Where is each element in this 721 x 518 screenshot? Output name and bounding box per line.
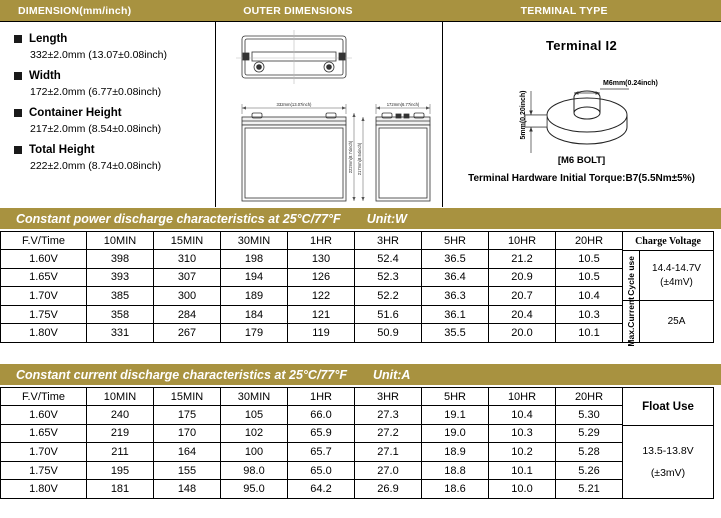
dimension-width-label: Width [29,70,61,82]
data-cell: 65.7 [288,443,355,462]
data-cell: 10.5 [556,250,623,269]
dimension-container-height-value: 217±2.0mm (8.54±0.08inch) [30,123,162,135]
column-header: 1HR [288,388,355,406]
data-cell: 18.9 [422,443,489,462]
bullet-square-icon [14,109,22,117]
bullet-square-icon [14,35,22,43]
callout-width: 172mm(6.77inch) [386,102,420,107]
row-voltage-label: 1.60V [1,250,87,269]
data-cell: 51.6 [355,305,422,324]
data-cell: 19.0 [422,424,489,443]
table-row [1,461,623,480]
data-cell: 5.26 [556,461,623,480]
power-section-title: Constant power discharge characteristics at 25°C/77°F [16,211,341,226]
data-cell: 5.28 [556,443,623,462]
column-header: F.V/Time [1,388,87,406]
column-header: 30MIN [221,232,288,250]
data-cell: 100 [221,443,288,462]
data-cell: 126 [288,268,355,287]
data-cell: 36.5 [422,250,489,269]
data-cell: 19.1 [422,406,489,425]
data-cell: 18.6 [422,480,489,499]
data-cell: 284 [154,305,221,324]
top-header-bar [0,0,721,21]
dimension-container-height-label: Container Height [29,107,122,119]
battery-drawings [216,22,443,208]
dimension-item-total-height [14,142,215,173]
table-row [1,305,623,324]
float-use-value-wrap [623,426,713,498]
max-current-label-wrap [623,296,640,347]
dimension-width-heading [14,68,215,84]
bullet-square-icon [14,72,22,80]
data-cell: 27.1 [355,443,422,462]
data-cell: 27.3 [355,406,422,425]
header-dimension-label: DIMENSION(mm/inch) [18,4,132,17]
dimension-length-value: 332±2.0mm (13.07±0.08inch) [30,49,168,61]
dimension-item-width [14,68,215,99]
data-cell: 358 [87,305,154,324]
data-cell: 10.3 [489,424,556,443]
data-cell: 36.4 [422,268,489,287]
terminal-bolt-type: [M6 BOLT] [557,155,606,166]
row-voltage-label: 1.80V [1,324,87,343]
data-cell: 398 [87,250,154,269]
data-cell: 27.0 [355,461,422,480]
table-row [1,268,623,287]
column-header: 10MIN [87,232,154,250]
data-cell: 175 [154,406,221,425]
data-cell: 121 [288,305,355,324]
column-header: 20HR [556,388,623,406]
row-voltage-label: 1.70V [1,287,87,306]
current-section-unit: Unit:A [372,367,411,382]
data-cell: 219 [87,424,154,443]
dimension-total-height-value: 222±2.0mm (8.74±0.08inch) [30,160,162,172]
data-cell: 20.9 [489,268,556,287]
battery-top-view [236,30,352,84]
data-cell: 50.9 [355,324,422,343]
data-cell: 5.29 [556,424,623,443]
row-voltage-label: 1.65V [1,424,87,443]
data-cell: 164 [154,443,221,462]
float-use-box [623,387,714,499]
data-cell: 331 [87,324,154,343]
table-header-row [1,388,623,406]
data-cell: 52.2 [355,287,422,306]
current-discharge-table [0,387,623,499]
data-cell: 195 [87,461,154,480]
dimension-total-height-label: Total Height [29,144,95,156]
dimension-length-label: Length [29,33,68,45]
callout-container-height: 217mm(8.54inch) [357,142,362,176]
row-voltage-label: 1.60V [1,406,87,425]
float-use-title: Float Use [623,388,713,426]
table-row [1,250,623,269]
column-header: 15MIN [154,388,221,406]
top-content-row [0,21,721,207]
table-row [1,443,623,462]
data-cell: 393 [87,268,154,287]
data-cell: 5.30 [556,406,623,425]
data-cell: 198 [221,250,288,269]
data-cell: 10.0 [489,480,556,499]
terminal-title: Terminal I2 [546,38,617,53]
data-cell: 122 [288,287,355,306]
data-cell: 64.2 [288,480,355,499]
data-cell: 52.4 [355,250,422,269]
data-cell: 155 [154,461,221,480]
outer-dimensions-panel [216,22,443,207]
data-cell: 35.5 [422,324,489,343]
terminal-bolt-label: M6mm(0.24inch) [603,80,658,87]
data-cell: 267 [154,324,221,343]
row-voltage-label: 1.80V [1,480,87,499]
column-header: 10MIN [87,388,154,406]
terminal-height-label: 5mm(0.20inch) [520,90,527,140]
table-row [1,480,623,499]
current-section-header [0,364,721,385]
charge-voltage-title: Charge Voltage [623,232,713,251]
data-cell: 184 [221,305,288,324]
cycle-use-label: Cycle use [626,255,636,296]
header-terminal-type-label: TERMINAL TYPE [520,4,608,17]
data-cell: 98.0 [221,461,288,480]
data-cell: 211 [87,443,154,462]
data-cell: 119 [288,324,355,343]
cycle-use-value: 14.4-14.7V [652,262,701,274]
power-table-zone [0,231,721,347]
column-header: 5HR [422,388,489,406]
data-cell: 170 [154,424,221,443]
dimension-total-height-heading [14,142,215,158]
data-cell: 95.0 [221,480,288,499]
data-cell: 189 [221,287,288,306]
current-table-zone [0,387,721,499]
terminal-diagram [443,53,720,157]
terminal-diagram-wrap [443,53,720,157]
data-cell: 66.0 [288,406,355,425]
data-cell: 10.2 [489,443,556,462]
column-header: 3HR [355,388,422,406]
column-header: 20HR [556,232,623,250]
column-header: 5HR [422,232,489,250]
charge-voltage-max-current-row [623,296,713,347]
row-voltage-label: 1.65V [1,268,87,287]
data-cell: 10.4 [489,406,556,425]
data-cell: 65.9 [288,424,355,443]
battery-front-view [242,104,365,201]
power-section-header [0,208,721,229]
data-cell: 240 [87,406,154,425]
dimension-item-container-height [14,105,215,136]
data-cell: 20.4 [489,305,556,324]
data-cell: 10.5 [556,268,623,287]
data-cell: 385 [87,287,154,306]
data-cell: 36.1 [422,305,489,324]
cycle-use-tolerance: (±4mV) [660,276,693,288]
table-row [1,287,623,306]
dimension-length-heading [14,31,215,47]
data-cell: 10.1 [489,461,556,480]
data-cell: 20.7 [489,287,556,306]
terminal-panel [443,22,720,207]
data-cell: 130 [288,250,355,269]
terminal-torque-spec: Terminal Hardware Initial Torque:B7(5.5Nm±5%) [468,173,695,184]
power-discharge-table [0,231,623,343]
data-cell: 102 [221,424,288,443]
column-header: 1HR [288,232,355,250]
data-cell: 10.1 [556,324,623,343]
dimension-container-height-heading [14,105,215,121]
max-current-value: 25A [667,315,686,327]
data-cell: 27.2 [355,424,422,443]
data-cell: 307 [154,268,221,287]
data-cell: 21.2 [489,250,556,269]
column-header: 3HR [355,232,422,250]
column-header: 10HR [489,388,556,406]
row-voltage-label: 1.70V [1,443,87,462]
dimension-list [0,22,215,173]
data-cell: 65.0 [288,461,355,480]
data-cell: 18.8 [422,461,489,480]
data-cell: 194 [221,268,288,287]
dimension-panel [0,22,216,207]
data-cell: 179 [221,324,288,343]
float-use-tolerance: (±3mV) [650,467,686,479]
data-cell: 20.0 [489,324,556,343]
row-voltage-label: 1.75V [1,461,87,480]
power-section-unit: Unit:W [366,211,407,226]
table-header-row [1,232,623,250]
data-cell: 105 [221,406,288,425]
column-header: 10HR [489,232,556,250]
column-header: F.V/Time [1,232,87,250]
charge-voltage-box [623,231,714,347]
battery-side-view [376,104,430,201]
dimension-width-value: 172±2.0mm (6.77±0.08inch) [30,86,162,98]
callout-length: 332mm(13.07inch) [276,102,312,107]
data-cell: 5.21 [556,480,623,499]
data-cell: 52.3 [355,268,422,287]
bullet-square-icon [14,146,22,154]
column-header: 15MIN [154,232,221,250]
data-cell: 148 [154,480,221,499]
data-cell: 300 [154,287,221,306]
column-header: 30MIN [221,388,288,406]
data-cell: 181 [87,480,154,499]
data-cell: 36.3 [422,287,489,306]
header-outer-dimensions-label: OUTER DIMENSIONS [243,4,353,17]
data-cell: 26.9 [355,480,422,499]
callout-total-height: 222mm(8.74inch) [348,140,353,174]
data-cell: 310 [154,250,221,269]
float-use-value: 13.5-13.8V [642,445,694,457]
charge-voltage-cycle-row [623,251,713,301]
row-voltage-label: 1.75V [1,305,87,324]
cycle-use-label-wrap [623,251,640,300]
cycle-use-value-wrap [640,251,713,300]
max-current-label: Max.Current [626,296,636,347]
data-cell: 10.3 [556,305,623,324]
table-row [1,406,623,425]
data-cell: 10.4 [556,287,623,306]
current-section-title: Constant current discharge characteristics at 25°C/77°F [16,367,347,382]
table-row [1,424,623,443]
dimension-item-length [14,31,215,62]
max-current-value-wrap [640,301,713,342]
table-row [1,324,623,343]
